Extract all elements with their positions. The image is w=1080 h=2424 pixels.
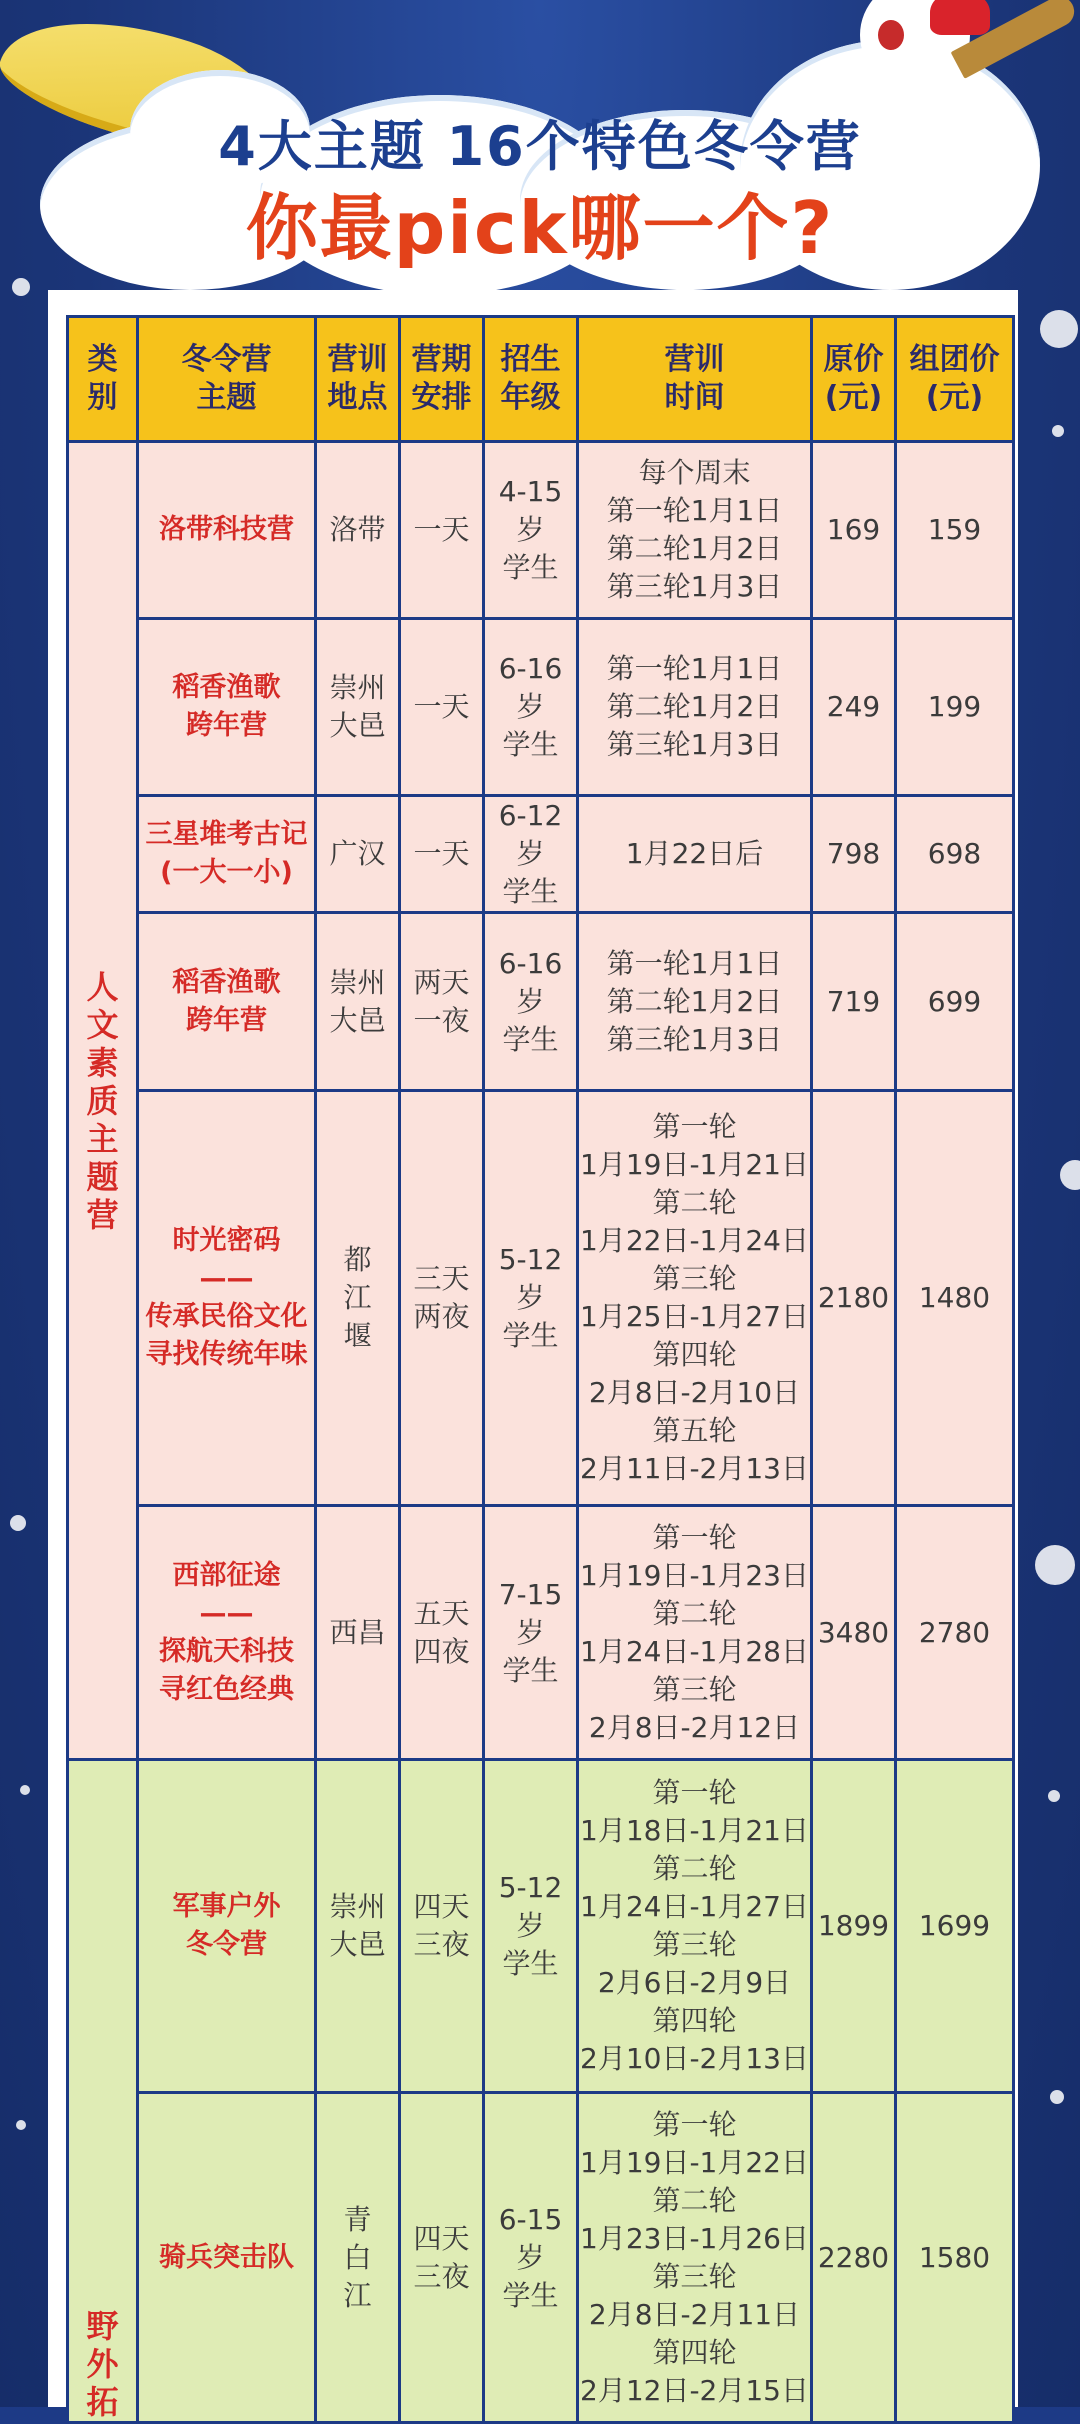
grade-cell: 5-12岁 学生 <box>484 1091 578 1506</box>
table-header-row <box>68 317 1014 442</box>
snow-dot <box>16 2120 26 2130</box>
page-title: 4大主题 16个特色冬令营 <box>218 115 862 178</box>
grade-cell: 6-16岁 学生 <box>484 619 578 796</box>
theme-cell: 骑兵突击队 <box>138 2093 316 2423</box>
time-cell: 第一轮1月1日 第二轮1月2日 第三轮1月3日 <box>578 913 812 1091</box>
price-cell: 719 <box>812 913 896 1091</box>
group-price-cell: 1580 <box>896 2093 1014 2423</box>
group-price-cell: 1699 <box>896 1760 1014 2093</box>
snow-dot <box>20 1785 30 1795</box>
time-cell: 第一轮1月1日 第二轮1月2日 第三轮1月3日 <box>578 619 812 796</box>
location-cell: 西昌 <box>316 1506 400 1760</box>
snow-dot <box>10 1515 26 1531</box>
theme-cell: 稻香渔歌 跨年营 <box>138 619 316 796</box>
column-header-location: 营训 地点 <box>316 317 400 442</box>
price-cell: 3480 <box>812 1506 896 1760</box>
snow-dot <box>1035 1545 1075 1585</box>
theme-cell: 稻香渔歌 跨年营 <box>138 913 316 1091</box>
grade-cell: 5-12岁 学生 <box>484 1760 578 2093</box>
table-row <box>68 619 1014 796</box>
duration-cell: 一天 <box>400 796 484 913</box>
column-header-time: 营训 时间 <box>578 317 812 442</box>
snow-dot <box>1050 2090 1064 2104</box>
column-header-category: 类 别 <box>68 317 138 442</box>
duration-cell: 一天 <box>400 619 484 796</box>
location-cell: 都 江 堰 <box>316 1091 400 1506</box>
duration-cell: 两天 一夜 <box>400 913 484 1091</box>
table-row <box>68 913 1014 1091</box>
theme-cell: 三星堆考古记 (一大一小) <box>138 796 316 913</box>
duration-cell: 四天 三夜 <box>400 1760 484 2093</box>
column-header-grade: 招生 年级 <box>484 317 578 442</box>
theme-cell: 西部征途 —— 探航天科技 寻红色经典 <box>138 1506 316 1760</box>
table-row <box>68 1091 1014 1506</box>
duration-cell: 五天 四夜 <box>400 1506 484 1760</box>
duration-cell: 三天 两夜 <box>400 1091 484 1506</box>
location-cell: 青 白 江 <box>316 2093 400 2423</box>
price-cell: 1899 <box>812 1760 896 2093</box>
snowman-hat <box>930 0 990 35</box>
table-row <box>68 1506 1014 1760</box>
theme-cell: 洛带科技营 <box>138 442 316 619</box>
group-price-cell: 1480 <box>896 1091 1014 1506</box>
price-cell: 2180 <box>812 1091 896 1506</box>
snow-dot <box>1052 425 1064 437</box>
group-price-cell: 699 <box>896 913 1014 1091</box>
group-price-cell: 2780 <box>896 1506 1014 1760</box>
grade-cell: 6-12岁 学生 <box>484 796 578 913</box>
category-cell: 野 外 拓 <box>68 1760 138 2423</box>
camp-table <box>66 315 1015 2424</box>
time-cell: 第一轮 1月18日-1月21日 第二轮 1月24日-1月27日 第三轮 2月6日-2月9日 第四轮 2月10日-2月13日 <box>578 1760 812 2093</box>
duration-cell: 四天 三夜 <box>400 2093 484 2423</box>
column-header-price: 原价 (元) <box>812 317 896 442</box>
time-cell: 第一轮 1月19日-1月23日 第二轮 1月24日-1月28日 第三轮 2月8日-2月12日 <box>578 1506 812 1760</box>
snow-dot <box>12 278 30 296</box>
column-header-theme: 冬令营 主题 <box>138 317 316 442</box>
location-cell: 洛带 <box>316 442 400 619</box>
location-cell: 崇州 大邑 <box>316 1760 400 2093</box>
group-price-cell: 698 <box>896 796 1014 913</box>
price-cell: 249 <box>812 619 896 796</box>
grade-cell: 6-16岁 学生 <box>484 913 578 1091</box>
price-cell: 798 <box>812 796 896 913</box>
snowman-mouth <box>878 20 904 50</box>
table-row <box>68 442 1014 619</box>
table-row <box>68 2093 1014 2423</box>
grade-cell: 4-15岁 学生 <box>484 442 578 619</box>
group-price-cell: 199 <box>896 619 1014 796</box>
snow-dot <box>1040 310 1078 348</box>
time-cell: 每个周末 第一轮1月1日 第二轮1月2日 第三轮1月3日 <box>578 442 812 619</box>
theme-cell: 军事户外 冬令营 <box>138 1760 316 2093</box>
table-row <box>68 796 1014 913</box>
table-row <box>68 1760 1014 2093</box>
duration-cell: 一天 <box>400 442 484 619</box>
time-cell: 1月22日后 <box>578 796 812 913</box>
price-cell: 169 <box>812 442 896 619</box>
snow-dot <box>1048 1790 1060 1802</box>
category-cell: 人 文 素 质 主 题 营 <box>68 442 138 1760</box>
grade-cell: 7-15岁 学生 <box>484 1506 578 1760</box>
location-cell: 广汉 <box>316 796 400 913</box>
time-cell: 第一轮 1月19日-1月21日 第二轮 1月22日-1月24日 第三轮 1月25日-1月27日 第四轮 2月8日-2月10日 第五轮 2月11日-2月13日 <box>578 1091 812 1506</box>
location-cell: 崇州 大邑 <box>316 619 400 796</box>
page-subtitle: 你最pick哪一个? <box>245 186 835 270</box>
location-cell: 崇州 大邑 <box>316 913 400 1091</box>
column-header-group-price: 组团价 (元) <box>896 317 1014 442</box>
grade-cell: 6-15岁 学生 <box>484 2093 578 2423</box>
time-cell: 第一轮 1月19日-1月22日 第二轮 1月23日-1月26日 第三轮 2月8日-2月11日 第四轮 2月12日-2月15日 <box>578 2093 812 2423</box>
theme-cell: 时光密码 —— 传承民俗文化 寻找传统年味 <box>138 1091 316 1506</box>
group-price-cell: 159 <box>896 442 1014 619</box>
column-header-duration: 营期 安排 <box>400 317 484 442</box>
price-cell: 2280 <box>812 2093 896 2423</box>
